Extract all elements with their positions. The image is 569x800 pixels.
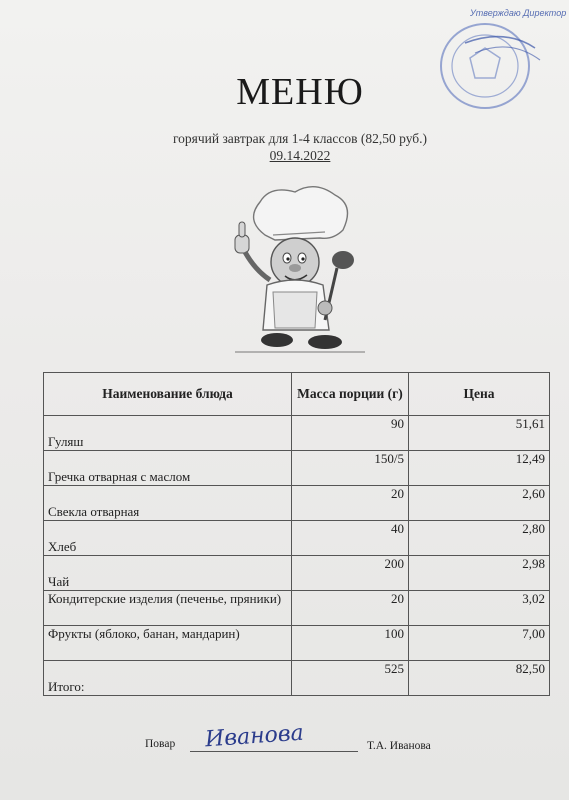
cook-name: Т.А. Иванова: [367, 740, 431, 752]
dish-mass: 200: [292, 556, 409, 591]
dish-name: Гречка отварная с маслом: [44, 451, 292, 486]
dish-price: 12,49: [409, 451, 550, 486]
dish-name: Фрукты (яблоко, банан, мандарин): [44, 626, 292, 661]
dish-mass: 150/5: [292, 451, 409, 486]
table-row: [44, 591, 550, 626]
dish-price: 2,98: [409, 556, 550, 591]
dish-mass: 90: [292, 416, 409, 451]
dish-mass: 20: [292, 591, 409, 626]
chef-illustration: [225, 180, 370, 355]
dish-name: Чай: [44, 556, 292, 591]
dish-mass: 20: [292, 486, 409, 521]
table-row: [44, 626, 550, 661]
table-row: [44, 451, 550, 486]
table-row: [44, 556, 550, 591]
dish-price: 2,60: [409, 486, 550, 521]
table-header-row: [44, 373, 550, 416]
page-title: МЕНЮ: [236, 71, 364, 113]
dish-name: Свекла отварная: [44, 486, 292, 521]
table-row: [44, 521, 550, 556]
total-label: Итого:: [44, 661, 292, 696]
total-mass: 525: [292, 661, 409, 696]
header-dish-name: Наименование блюда: [44, 373, 292, 416]
total-price: 82,50: [409, 661, 550, 696]
table-row: [44, 416, 550, 451]
dish-mass: 100: [292, 626, 409, 661]
dish-mass: 40: [292, 521, 409, 556]
dish-price: 2,80: [409, 521, 550, 556]
cook-role-label: Повар: [145, 738, 176, 750]
table-row: [44, 486, 550, 521]
dish-name: Гуляш: [44, 416, 292, 451]
menu-table: [43, 372, 550, 696]
handwritten-signature: Иванова: [204, 720, 305, 753]
dish-name: Хлеб: [44, 521, 292, 556]
dish-price: 3,02: [409, 591, 550, 626]
dish-price: 7,00: [409, 626, 550, 661]
table-total-row: [44, 661, 550, 696]
menu-subtitle: горячий завтрак для 1-4 классов (82,50 руб.): [172, 131, 428, 146]
header-price: Цена: [409, 373, 550, 416]
menu-date: 09.14.2022: [269, 148, 331, 163]
header-portion-mass: Масса порции (г): [292, 373, 409, 416]
stamp-label: Утверждаю Директор: [470, 8, 567, 18]
dish-price: 51,61: [409, 416, 550, 451]
dish-name: Кондитерские изделия (печенье, пряники): [44, 591, 292, 626]
